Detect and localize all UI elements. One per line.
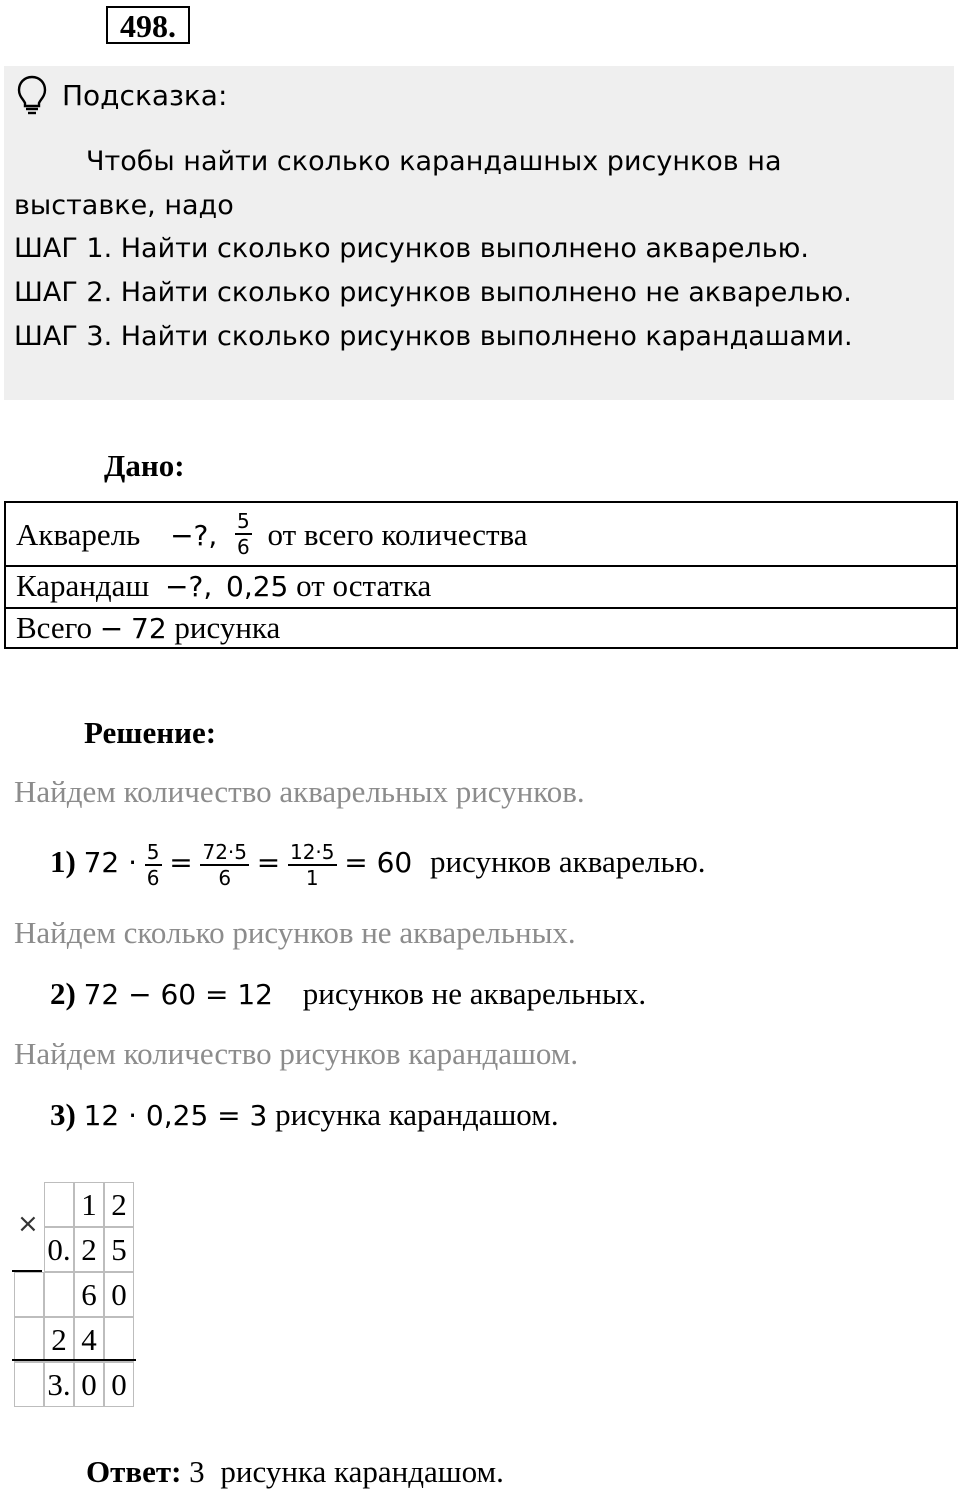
answer-label: Ответ: bbox=[86, 1454, 182, 1489]
divider-line bbox=[12, 1270, 42, 1272]
solution-title: Решение: bbox=[84, 715, 217, 750]
step-result: = 60 bbox=[344, 846, 413, 879]
step-label: 2) bbox=[50, 976, 76, 1011]
given-row-value: 0,25 bbox=[226, 570, 289, 603]
fraction: $\frac{12\cdot 5}{1}$ bbox=[289, 839, 335, 890]
equals-sign: = bbox=[169, 846, 193, 879]
answer-text: рисунка карандашом. bbox=[220, 1454, 504, 1489]
step-lhs: 72 · bbox=[83, 846, 138, 879]
calc-cell: 0. bbox=[44, 1227, 74, 1272]
hint-step-1 bbox=[14, 227, 809, 271]
given-row-pencil bbox=[6, 565, 956, 607]
hint-step-text: Найти сколько рисунков выполнено карандашами. bbox=[120, 321, 853, 352]
step-label: 3) bbox=[50, 1097, 76, 1132]
fraction: $\frac{5}{6}$ bbox=[146, 839, 160, 890]
step-text: рисунка карандашом. bbox=[275, 1097, 559, 1132]
task-number: 498. bbox=[106, 6, 190, 44]
calc-cell: 2 bbox=[44, 1317, 74, 1362]
hint-intro-line2: выставке, надо bbox=[14, 190, 234, 221]
given-row-rest: от всего количества bbox=[267, 517, 528, 553]
calc-cell: 4 bbox=[74, 1317, 104, 1362]
calc-cell: 1 bbox=[74, 1182, 104, 1227]
calc-cell: 2 bbox=[74, 1227, 104, 1272]
given-title: Дано: bbox=[104, 448, 185, 483]
given-row-total bbox=[6, 607, 956, 649]
given-row-value: 72 bbox=[131, 612, 167, 645]
hint-intro-line1: Чтобы найти сколько карандашных рисунков на bbox=[86, 146, 782, 177]
hint-title: Подсказка: bbox=[62, 79, 228, 112]
calc-cell bbox=[44, 1182, 74, 1227]
calc-cell: 6 bbox=[74, 1272, 104, 1317]
explanation-2: Найдем сколько рисунков не акварельных. bbox=[14, 915, 576, 950]
hint-step-label: ШАГ 1. bbox=[14, 233, 113, 264]
given-row-dash: − bbox=[99, 612, 124, 645]
hint-step-2 bbox=[14, 271, 852, 315]
given-row-name: Карандаш bbox=[16, 568, 150, 603]
equals-sign: = bbox=[256, 846, 281, 879]
calc-cell: 2 bbox=[104, 1182, 134, 1227]
calc-cell bbox=[44, 1272, 74, 1317]
calc-cell: 5 bbox=[104, 1227, 134, 1272]
hint-step-3 bbox=[14, 315, 853, 359]
given-row-name: Акварель bbox=[16, 517, 141, 553]
given-row-watercolor bbox=[6, 503, 956, 565]
given-row-rest: от остатка bbox=[296, 568, 432, 603]
step-expression: 12 · 0,25 = 3 bbox=[83, 1099, 268, 1132]
answer bbox=[86, 1452, 504, 1492]
given-row-rest: рисунка bbox=[174, 610, 281, 645]
solution-step-1 bbox=[50, 834, 706, 891]
given-table bbox=[4, 501, 958, 649]
fraction: $\frac{5}{6}$ bbox=[237, 509, 250, 559]
explanation-1: Найдем количество акварельных рисунков. bbox=[14, 774, 585, 809]
multiply-sign: × bbox=[17, 1209, 39, 1239]
answer-value: 3 bbox=[189, 1454, 205, 1489]
calc-cell bbox=[14, 1272, 44, 1317]
solution-step-3 bbox=[50, 1095, 559, 1136]
step-text: рисунков акварелью. bbox=[430, 844, 706, 879]
calc-cell bbox=[104, 1317, 134, 1362]
hint-step-label: ШАГ 2. bbox=[14, 277, 113, 308]
calc-cell bbox=[14, 1317, 44, 1362]
calc-cell: 0 bbox=[104, 1362, 134, 1407]
step-text: рисунков не акварельных. bbox=[302, 976, 647, 1011]
hint-step-label: ШАГ 3. bbox=[14, 321, 113, 352]
hint-step-text: Найти сколько рисунков выполнено акварелью. bbox=[120, 233, 809, 264]
calc-cell: 0 bbox=[104, 1272, 134, 1317]
fraction: $\frac{72\cdot 5}{6}$ bbox=[202, 839, 247, 890]
explanation-3: Найдем количество рисунков карандашом. bbox=[14, 1036, 579, 1071]
given-row-name: Всего bbox=[16, 610, 93, 645]
given-row-dash: −?, bbox=[165, 570, 213, 603]
step-expression: 72 − 60 = 12 bbox=[83, 978, 273, 1011]
calc-cell: 0 bbox=[74, 1362, 104, 1407]
hint-step-text: Найти сколько рисунков выполнено не акварелью. bbox=[120, 277, 852, 308]
divider-line bbox=[12, 1359, 136, 1361]
calc-cell: 3. bbox=[44, 1362, 74, 1407]
step-label: 1) bbox=[50, 844, 76, 879]
given-row-dash: −?, bbox=[170, 519, 218, 553]
solution-step-2 bbox=[50, 974, 646, 1015]
column-multiplication bbox=[12, 1182, 136, 1404]
calc-cell bbox=[14, 1362, 44, 1407]
lightbulb-icon bbox=[16, 74, 48, 116]
